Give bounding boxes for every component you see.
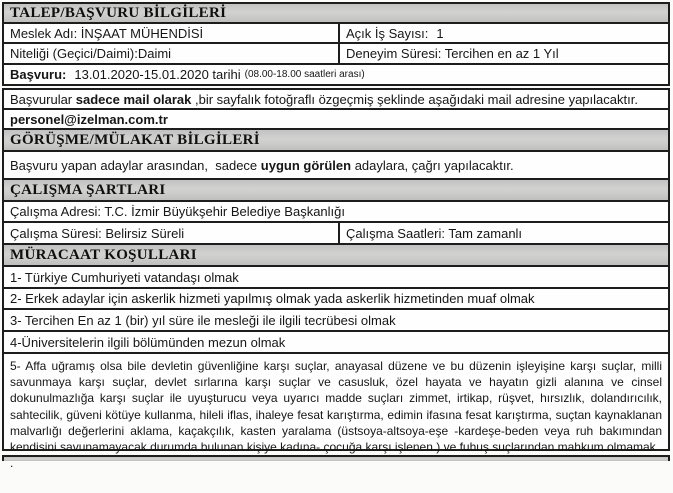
cell-acik-is: [340, 24, 668, 42]
row-calisma-adresi: [2, 200, 670, 223]
row-nitelik-deneyim: [2, 42, 670, 65]
calisma-saatleri-text: Çalışma Saatleri: Tam zamanlı: [346, 225, 523, 241]
meslek-adi-text: Meslek Adı: İNŞAAT MÜHENDİSİ: [10, 25, 204, 41]
nitelik-text: Niteliği (Geçici/Daimi):Daimi: [10, 46, 172, 61]
requirement-row: [2, 308, 670, 332]
section-header-calisma: [2, 178, 670, 202]
gorusme-text-bold: uygun görülen: [260, 158, 352, 173]
basvuru-label: Başvuru:: [10, 67, 67, 82]
row-meslek-acikis: [2, 22, 670, 44]
row-gorusme-text: [2, 150, 670, 180]
email-address: personel@izelman.com.tr: [10, 111, 168, 127]
posting-table: [2, 2, 670, 471]
basvuru-dates: 13.01.2020-15.01.2020 tarihi: [74, 67, 241, 82]
basvurular-text-post: ,bir sayfalık fotoğraflı özgeçmiş şeklinde aşağıdaki mail adresine yapılacaktır.: [191, 91, 638, 107]
basvuru-hours: (08.00-18.00 saatleri arası): [244, 69, 365, 80]
cell-calisma-suresi: [4, 223, 340, 243]
acik-is-value: 1: [436, 25, 444, 41]
row-email: [2, 108, 670, 130]
section-header-muracaat: [2, 243, 670, 267]
section-header-talep: [2, 2, 670, 24]
requirement-2: 2- Erkek adaylar için askerlik hizmeti yapılmış olmak yada askerlik hizmetinden muaf olmak: [10, 291, 535, 306]
requirement-5-tail: .: [10, 456, 14, 471]
basvurular-text-bold: sadece mail olarak: [75, 91, 192, 107]
section-title: MÜRACAAT KOŞULLARI: [10, 246, 197, 263]
requirement-5-text: 5- Affa uğramış olsa bile devletin güvenliğine karşı suçlar, anayasal düzene ve bu düzenin işleyişine karşı suçlar, milli savunmaya karşı suçlar, devlet sırlarına karşı suçlar ve casusluk, özel hayata ve hayatın gizli alanına ve cinsel dokunulmazlığa karşı suçlar ile uyuşturucu veya uyarıcı madde suçları zimmet, irtikap, rüşvet, hırsızlık, dolandırıcılık, sahtecilik, güveni kötüye kullanma, hileli iflas, ihaleye fesat karıştırma, edimin ifasına fesat karıştırma, suçtan kaynaklanan malvarlığı değerlerini aklama, kaçakçılık, kasten yaralama (üstsoya-altsoya-eşe -kardeşe-beden veya ruh bakımından kendisini savunamayacak durumda bulunan kişiye kadına- çocuğa karşı işlenen ) ve fuhuş suçlarından mahkum olmamak: [10, 359, 662, 455]
gorusme-text-post: adaylara, çağrı yapılacaktır.: [351, 158, 514, 173]
gorusme-text-pre: Başvuru yapan adaylar arasından, sadece: [10, 158, 261, 173]
next-section-partial-bar: [2, 455, 670, 461]
section-title: GÖRÜŞME/MÜLAKAT BİLGİLERİ: [10, 131, 260, 148]
requirement-row: [2, 287, 670, 310]
row-basvuru-yontemi: [2, 88, 670, 110]
acik-is-label: Açık İş Sayısı:: [346, 25, 429, 41]
calisma-suresi-text: Çalışma Süresi: Belirsiz Süreli: [10, 225, 185, 241]
cell-deneyim: [340, 44, 668, 63]
section-title: ÇALIŞMA ŞARTLARI: [10, 181, 166, 198]
requirement-4: 4-Üniversitelerin ilgili bölümünden mezun olmak: [10, 334, 286, 350]
cell-meslek: [4, 24, 340, 42]
cell-calisma-saatleri: [340, 223, 668, 243]
cell-nitelik: [4, 44, 340, 63]
section-title: TALEP/BAŞVURU BİLGİLERİ: [10, 4, 227, 21]
row-basvuru-tarihi: [2, 63, 670, 86]
section-header-gorusme: [2, 128, 670, 152]
requirement-1: 1- Türkiye Cumhuriyeti vatandaşı olmak: [10, 269, 239, 285]
calisma-adresi-text: Çalışma Adresi: T.C. İzmir Büyükşehir Belediye Başkanlığı: [10, 204, 346, 219]
row-sure-saat: [2, 221, 670, 245]
requirement-3: 3- Tercihen En az 1 (bir) yıl süre ile mesleği ile ilgili tecrübesi olmak: [10, 312, 396, 328]
basvurular-text-pre: Başvurular: [10, 91, 76, 107]
requirement-row: [2, 330, 670, 354]
requirement-5-paragraph: [2, 352, 670, 471]
deneyim-text: Deneyim Süresi: Tercihen en az 1 Yıl: [346, 46, 559, 61]
requirement-row: [2, 265, 670, 289]
